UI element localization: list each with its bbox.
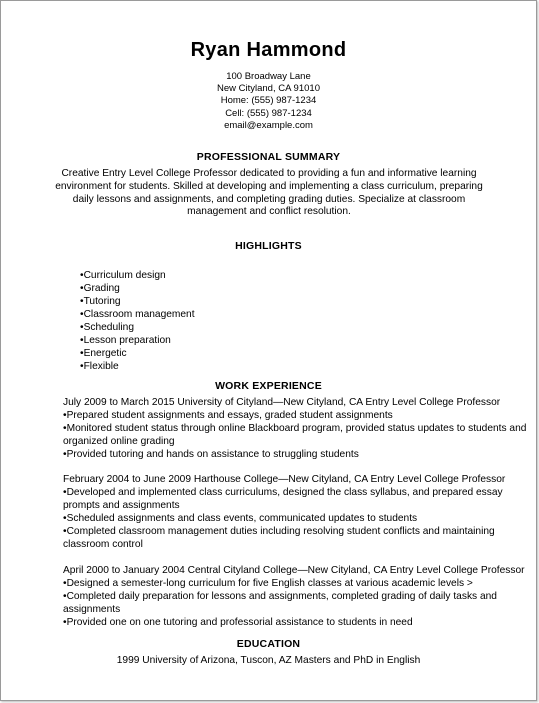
job-bullet: • Provided one on one tutoring and professorial assistance to students in need	[63, 617, 533, 630]
experience-heading: WORK EXPERIENCE	[215, 380, 322, 392]
home-phone: Home: (555) 987-1234	[220, 95, 317, 107]
highlights-heading: HIGHLIGHTS	[235, 240, 302, 252]
education-text: 1999 University of Arizona, Tuscon, AZ Masters and PhD in English	[116, 655, 421, 666]
candidate-name: Ryan Hammond	[190, 39, 347, 61]
education-heading: EDUCATION	[236, 638, 301, 650]
summary-heading: PROFESSIONAL SUMMARY	[196, 151, 341, 163]
job-header: February 2004 to June 2009 Harthouse College—New Cityland, CA Entry Level College Professor	[63, 474, 506, 485]
job-bullet: • Completed daily preparation for lessons and assignments, completed grading of daily tasks and assignments	[63, 591, 525, 617]
city-line: New Cityland, CA 91010	[217, 83, 320, 95]
cell-phone: Cell: (555) 987-1234	[225, 107, 312, 119]
list-item: • Flexible	[80, 360, 195, 373]
email: email@example.com	[224, 119, 313, 131]
list-item: • Lesson preparation	[80, 334, 195, 347]
highlights-list	[80, 269, 195, 373]
summary-text: Creative Entry Level College Professor dedicated to providing a fun and informative learning environment for students. Skilled at developing and implementing a class curriculum, preparing daily lessons and assignments, and completing grading duties. Specialize at classroom management and conflict resolution.	[55, 168, 483, 218]
job-bullet: • Provided tutoring and hands on assistance to struggling students	[63, 449, 539, 462]
list-item: • Grading	[80, 282, 195, 295]
list-item: • Curriculum design	[80, 269, 195, 282]
job-bullet: • Prepared student assignments and essays, graded student assignments	[63, 410, 539, 423]
list-item: • Classroom management	[80, 308, 195, 321]
job-bullet: • Designed a semester-long curriculum for five English classes at various academic levels >	[63, 578, 533, 591]
job-entry	[63, 474, 533, 551]
list-item: • Tutoring	[80, 295, 195, 308]
job-bullet: • Completed classroom management duties including resolving student conflicts and maintaining classroom control	[63, 526, 513, 552]
job-header: July 2009 to March 2015 University of Cityland—New Cityland, CA Entry Level College Professor	[63, 397, 501, 408]
job-bullet: • Developed and implemented class curriculums, designed the class syllabus, and prepared essay prompts and assignments	[63, 487, 525, 513]
job-bullet: • Monitored student status through online Blackboard program, provided status updates to students and organized online grading	[63, 423, 539, 449]
job-header: April 2000 to January 2004 Central Cityland College—New Cityland, CA Entry Level College Professor	[63, 565, 525, 576]
list-item: • Energetic	[80, 347, 195, 360]
address-line: 100 Broadway Lane	[226, 71, 311, 82]
list-item: • Scheduling	[80, 321, 195, 334]
job-entry	[63, 565, 533, 630]
job-bullet: • Scheduled assignments and class events, communicated updates to students	[63, 513, 533, 526]
job-entry	[63, 397, 539, 462]
contact-block	[1, 71, 536, 132]
